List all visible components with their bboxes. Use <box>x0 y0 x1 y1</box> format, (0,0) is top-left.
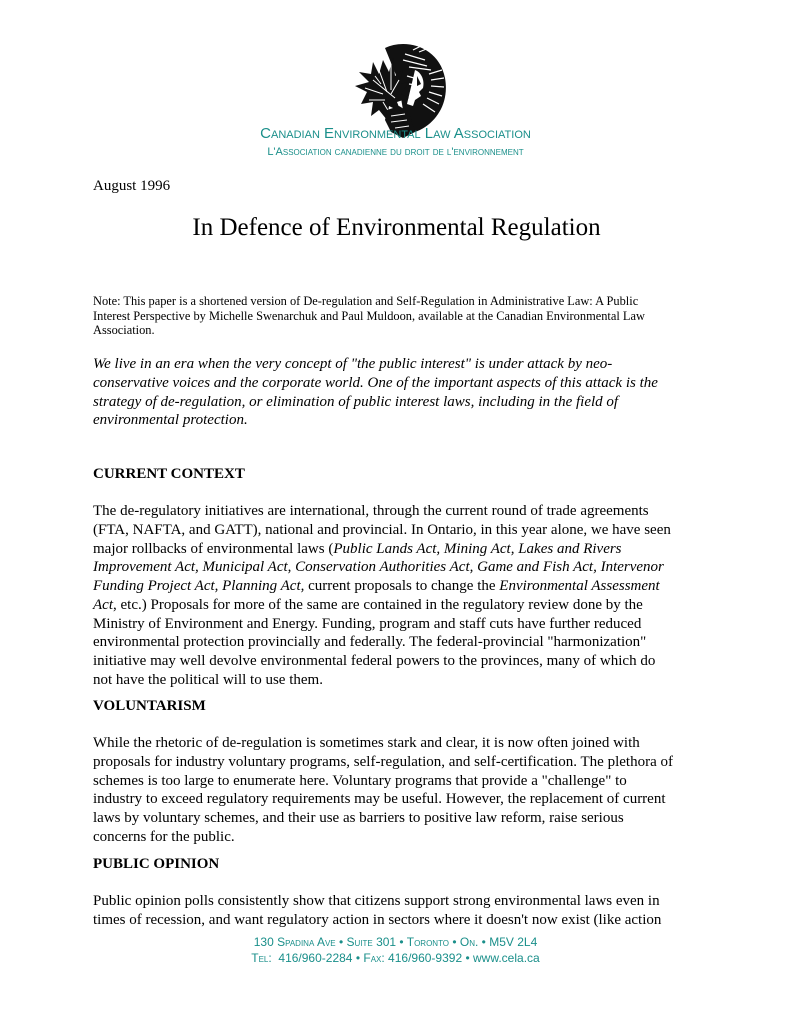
text-run: initiative may well devolve environmental federal powers to the provinces, many of which do <box>93 653 656 669</box>
paragraph-line <box>93 892 713 911</box>
footer-address: 130 Spadina Ave • Suite 301 • Toronto • On. • M5V 2L4 <box>253 935 538 949</box>
intro-line: strategy of de-regulation, or elimination of public interest laws, including in the field of <box>93 393 619 410</box>
italic-text-run: Act <box>93 596 113 613</box>
document-title <box>0 212 791 244</box>
footer-tel: 416/960-2284 <box>278 951 353 965</box>
organization-name: Canadian Environmental Law Association <box>260 125 531 142</box>
intro-line: environmental protection. <box>93 412 248 429</box>
paragraph-line <box>93 558 713 577</box>
italic-text-run: Funding Project Act, Planning Act, <box>93 578 305 594</box>
text-run: not have the political will to use them. <box>93 671 323 688</box>
intro-line: conservative voices and the corporate world. One of the important aspects of this attack is the <box>93 374 658 391</box>
document-title-text: In Defence of Environmental Regulation <box>192 214 601 241</box>
section-heading-voluntarism: VOLUNTARISM <box>93 698 206 714</box>
text-run: Ministry of Environment and Energy. Funding, program and staff cuts have further reduced <box>93 615 642 632</box>
paragraph-line <box>93 521 713 540</box>
footer-fax: 416/960-9392 <box>388 951 463 965</box>
footer-separator: • <box>465 951 470 965</box>
organization-name-french: L'Association canadienne du droit de l'environnement <box>267 146 524 158</box>
text-run: (FTA, NAFTA, and GATT), national and provincial. In Ontario, in this year alone, we have seen <box>93 521 671 538</box>
note-line: Interest Perspective by Michelle Swenarchuk and Paul Muldoon, available at the Canadian Environmental Law <box>93 308 645 323</box>
paragraph-line <box>93 809 713 828</box>
section-body-public-opinion <box>93 892 713 930</box>
text-run: times of recession, and want regulatory action in sectors where it doesn't now exist (like action <box>93 911 662 928</box>
footer-separator: • <box>355 951 361 965</box>
text-run: Public opinion polls consistently show that citizens support strong environmental laws even in <box>93 893 660 909</box>
section-body-current-context <box>93 502 713 690</box>
note-line: Note: This paper is a shortened version of De-regulation and Self-Regulation in Administrative Law: A Public <box>93 294 639 308</box>
text-run: environmental protection provincially and federally. The federal-provincial "harmonization" <box>93 634 647 651</box>
document-date: August 1996 <box>93 178 171 194</box>
text-run: schemes is too large to enumerate here. Voluntary programs that provide a "challenge" to <box>93 772 627 789</box>
footer-fax-label: Fax: <box>363 951 385 965</box>
text-run: While the rhetoric of de-regulation is sometimes stark and clear, it is now often joined with <box>93 735 640 751</box>
text-run: laws by voluntary schemes, and their use as barriers to positive law reform, raise serious <box>93 810 624 826</box>
intro-paragraph <box>93 355 713 430</box>
paragraph-line <box>93 671 713 690</box>
paragraph-line <box>93 577 713 596</box>
paragraph-line <box>93 772 713 791</box>
paragraph-line <box>93 911 713 930</box>
footer-website-link[interactable]: www.cela.ca <box>473 951 540 965</box>
section-heading-current-context: CURRENT CONTEXT <box>93 466 245 482</box>
paragraph-line <box>93 790 713 809</box>
paragraph-line <box>93 540 713 559</box>
text-run: concerns for the public. <box>93 828 235 845</box>
intro-line: We live in an era when the very concept of "the public interest" is under attack by neo- <box>93 356 613 372</box>
paragraph-line <box>93 633 713 652</box>
italic-text-run: Environmental Assessment <box>499 578 660 594</box>
note-paragraph <box>93 294 713 338</box>
paragraph-line <box>93 734 713 753</box>
text-run: industry to exceed regulatory requirements may be useful. However, the replacement of current <box>93 791 666 808</box>
section-body-voluntarism <box>93 734 713 847</box>
text-run: current proposals to change the <box>304 578 500 594</box>
italic-text-run: Improvement Act, Municipal Act, Conservation Authorities Act, Game and Fish Act, Intervenor <box>93 559 664 576</box>
note-line: Association. <box>93 323 155 338</box>
footer-contact <box>0 950 791 966</box>
paragraph-line <box>93 652 713 671</box>
paragraph-line <box>93 753 713 772</box>
section-heading-public-opinion: PUBLIC OPINION <box>93 856 220 872</box>
paragraph-line <box>93 502 713 521</box>
text-run: , etc.) Proposals for more of the same are contained in the regulatory review done by the <box>113 596 643 613</box>
text-run: proposals for industry voluntary programs, self-regulation, and self-certification. The plethora of <box>93 753 673 770</box>
footer-tel-label: Tel: <box>251 951 272 965</box>
text-run: major rollbacks of environmental laws ( <box>93 540 334 557</box>
paragraph-line <box>93 828 713 847</box>
italic-text-run: Public Lands Act, Mining Act, Lakes and Rivers <box>333 540 622 557</box>
paragraph-line <box>93 596 713 615</box>
paragraph-line <box>93 615 713 634</box>
text-run: The de-regulatory initiatives are international, through the current round of trade agreements <box>93 503 649 519</box>
